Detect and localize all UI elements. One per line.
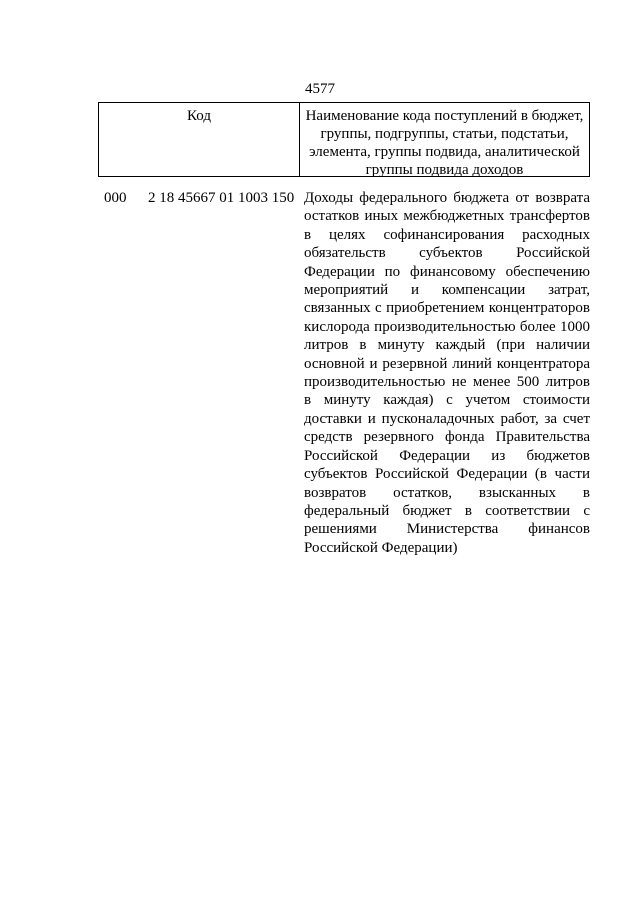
table-header bbox=[98, 102, 590, 177]
revenue-description: Доходы федерального бюджета от возврата остатков иных межбюджетных трансфертов в целях софинансирования расходных обязательств субъектов Российской Федерации по финансовому обеспечению мероприятий и компенсации затрат, связанных с приобретением концентраторов кислорода производительностью более 1000 литров в минуту каждый (при наличии основной и резервной линий концентратора производительностью не менее 500 литров в минуту каждая) с учетом стоимости доставки и пусконаладочных работ, за счет средств резервного фонда Правительства Российской Федерации из бюджетов субъектов Российской Федерации (в части возвратов остатков, взысканных в федеральный бюджет в соответствии с решениями Министерства финансов Российской Федерации) bbox=[304, 190, 590, 556]
header-code-label: Код bbox=[187, 108, 211, 124]
header-name-label: Наименование кода поступлений в бюджет, группы, подгруппы, статьи, подстатьи, элемента, группы подвида, аналитической группы подвида доходов bbox=[305, 108, 584, 178]
page-number: 4577 bbox=[305, 81, 335, 97]
revenue-code: 2 18 45667 01 1003 150 bbox=[148, 190, 295, 206]
admin-code: 000 bbox=[104, 190, 127, 206]
